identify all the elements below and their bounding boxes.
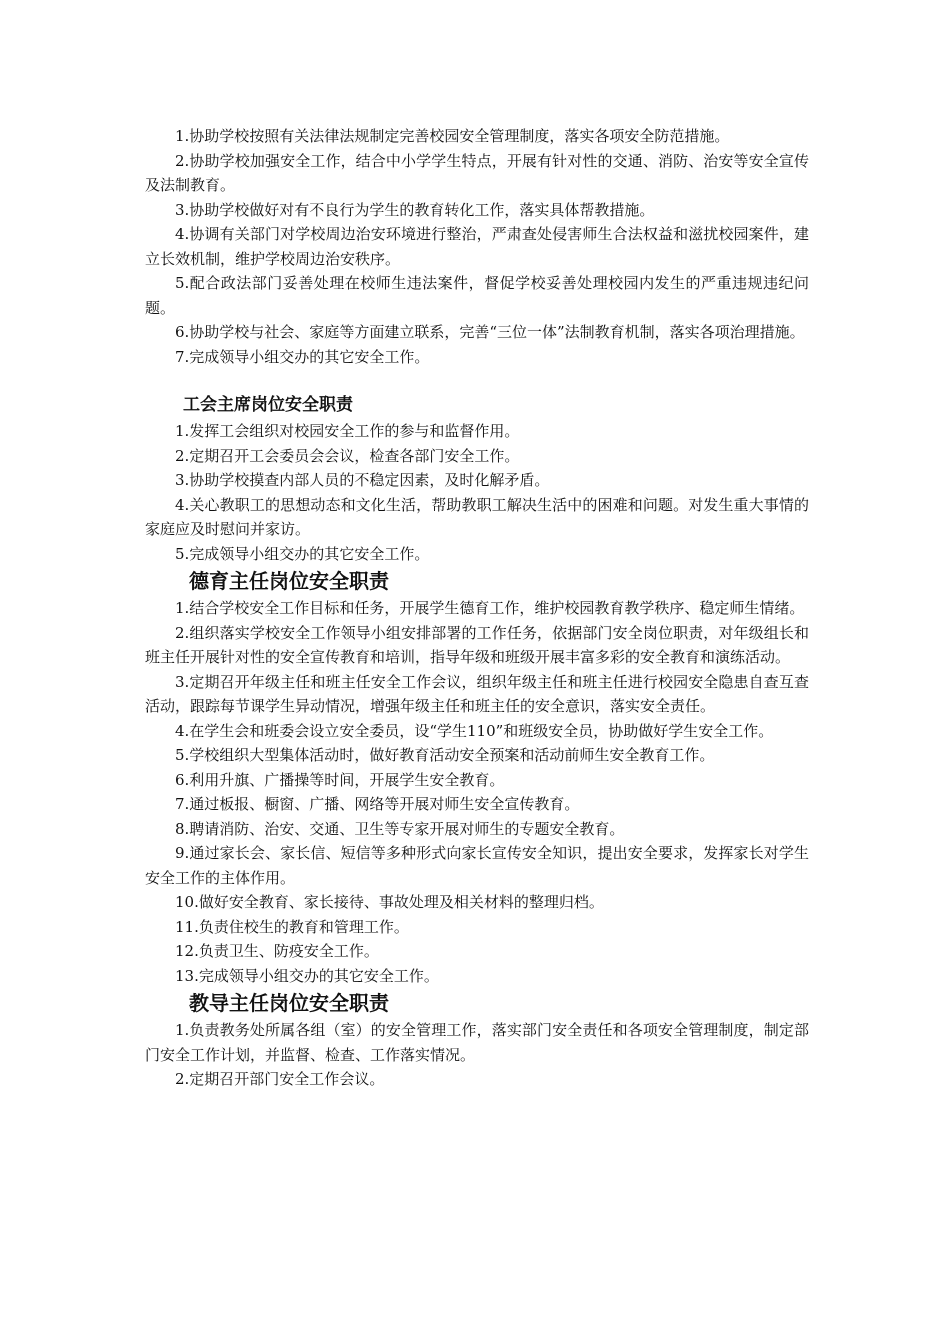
section-spacer [145, 369, 809, 391]
paragraph: 9.通过家长会、家长信、短信等多种形式向家长宣传安全知识，提出安全要求，发挥家长对学生安全工作的主体作用。 [145, 844, 809, 887]
section-academic-director [145, 988, 809, 1092]
paragraph: 5.配合政法部门妥善处理在校师生违法案件，督促学校妥善处理校园内发生的严重违规违纪问题。 [145, 274, 809, 317]
paragraph: 2.组织落实学校安全工作领导小组安排部署的工作任务，依据部门安全岗位职责，对年级组长和班主任开展针对性的安全宣传教育和培训，指导年级和班级开展丰富多彩的安全教育和演练活动。 [145, 623, 809, 666]
paragraph: 10.做好安全教育、家长接待、事故处理及相关材料的整理归档。 [175, 893, 604, 911]
paragraph: 8.聘请消防、治安、交通、卫生等专家开展对师生的专题安全教育。 [175, 819, 625, 838]
paragraph: 1.结合学校安全工作目标和任务，开展学生德育工作，维护校园教育教学秩序、稳定师生情绪。 [175, 599, 805, 617]
document-page [145, 124, 809, 1092]
paragraph: 3.协助学校摸查内部人员的不稳定因素，及时化解矛盾。 [175, 471, 550, 489]
paragraph: 4.在学生会和班委会设立安全委员，设“学生110”和班级安全员，协助做好学生安全工作。 [175, 721, 774, 740]
paragraph: 2.协助学校加强安全工作，结合中小学学生特点，开展有针对性的交通、消防、治安等安全宣传及法制教育。 [145, 151, 809, 194]
section-union-chair [145, 391, 809, 566]
paragraph: 3.协助学校做好对有不良行为学生的教育转化工作，落实具体帮教措施。 [175, 200, 655, 219]
paragraph: 5.学校组织大型集体活动时，做好教育活动安全预案和活动前师生安全教育工作。 [175, 746, 715, 764]
paragraph: 1.负责教务处所属各组（室）的安全管理工作，落实部门安全责任和各项安全管理制度，制定部门安全工作计划，并监督、检查、工作落实情况。 [145, 1021, 809, 1064]
paragraph: 6.协助学校与社会、家庭等方面建立联系，完善“三位一体”法制教育机制，落实各项治理措施。 [175, 323, 805, 341]
paragraph: 3.定期召开年级主任和班主任安全工作会议，组织年级主任和班主任进行校园安全隐患自查互查活动，跟踪每节课学生异动情况，增强年级主任和班主任的安全意识，落实安全责任。 [145, 672, 809, 715]
section-heading: 教导主任岗位安全职责 [189, 991, 389, 1015]
section-1 [145, 124, 809, 369]
paragraph: 7.通过板报、橱窗、广播、网络等开展对师生安全宣传教育。 [175, 795, 580, 813]
paragraph: 11.负责住校生的教育和管理工作。 [175, 917, 409, 936]
section-moral-education-director [145, 566, 809, 988]
paragraph: 2.定期召开工会委员会会议，检查各部门安全工作。 [175, 446, 520, 465]
paragraph: 2.定期召开部门安全工作会议。 [175, 1070, 385, 1088]
paragraph: 5.完成领导小组交办的其它安全工作。 [175, 544, 430, 563]
paragraph: 7.完成领导小组交办的其它安全工作。 [175, 347, 430, 366]
section-heading: 德育主任岗位安全职责 [189, 569, 389, 593]
paragraph: 13.完成领导小组交办的其它安全工作。 [175, 966, 439, 985]
paragraph: 1.发挥工会组织对校园安全工作的参与和监督作用。 [175, 422, 520, 440]
section-heading: 工会主席岗位安全职责 [183, 395, 353, 415]
paragraph: 12.负责卫生、防疫安全工作。 [175, 942, 379, 960]
paragraph: 4.协调有关部门对学校周边治安环境进行整治，严肃查处侵害师生合法权益和滋扰校园案件，建立长效机制，维护学校周边治安秩序。 [145, 225, 809, 268]
paragraph: 1.协助学校按照有关法律法规制定完善校园安全管理制度，落实各项安全防范措施。 [175, 127, 730, 145]
paragraph: 4.关心教职工的思想动态和文化生活，帮助教职工解决生活中的困难和问题。对发生重大事情的家庭应及时慰问并家访。 [145, 495, 809, 538]
paragraph: 6.利用升旗、广播操等时间，开展学生安全教育。 [175, 770, 505, 789]
